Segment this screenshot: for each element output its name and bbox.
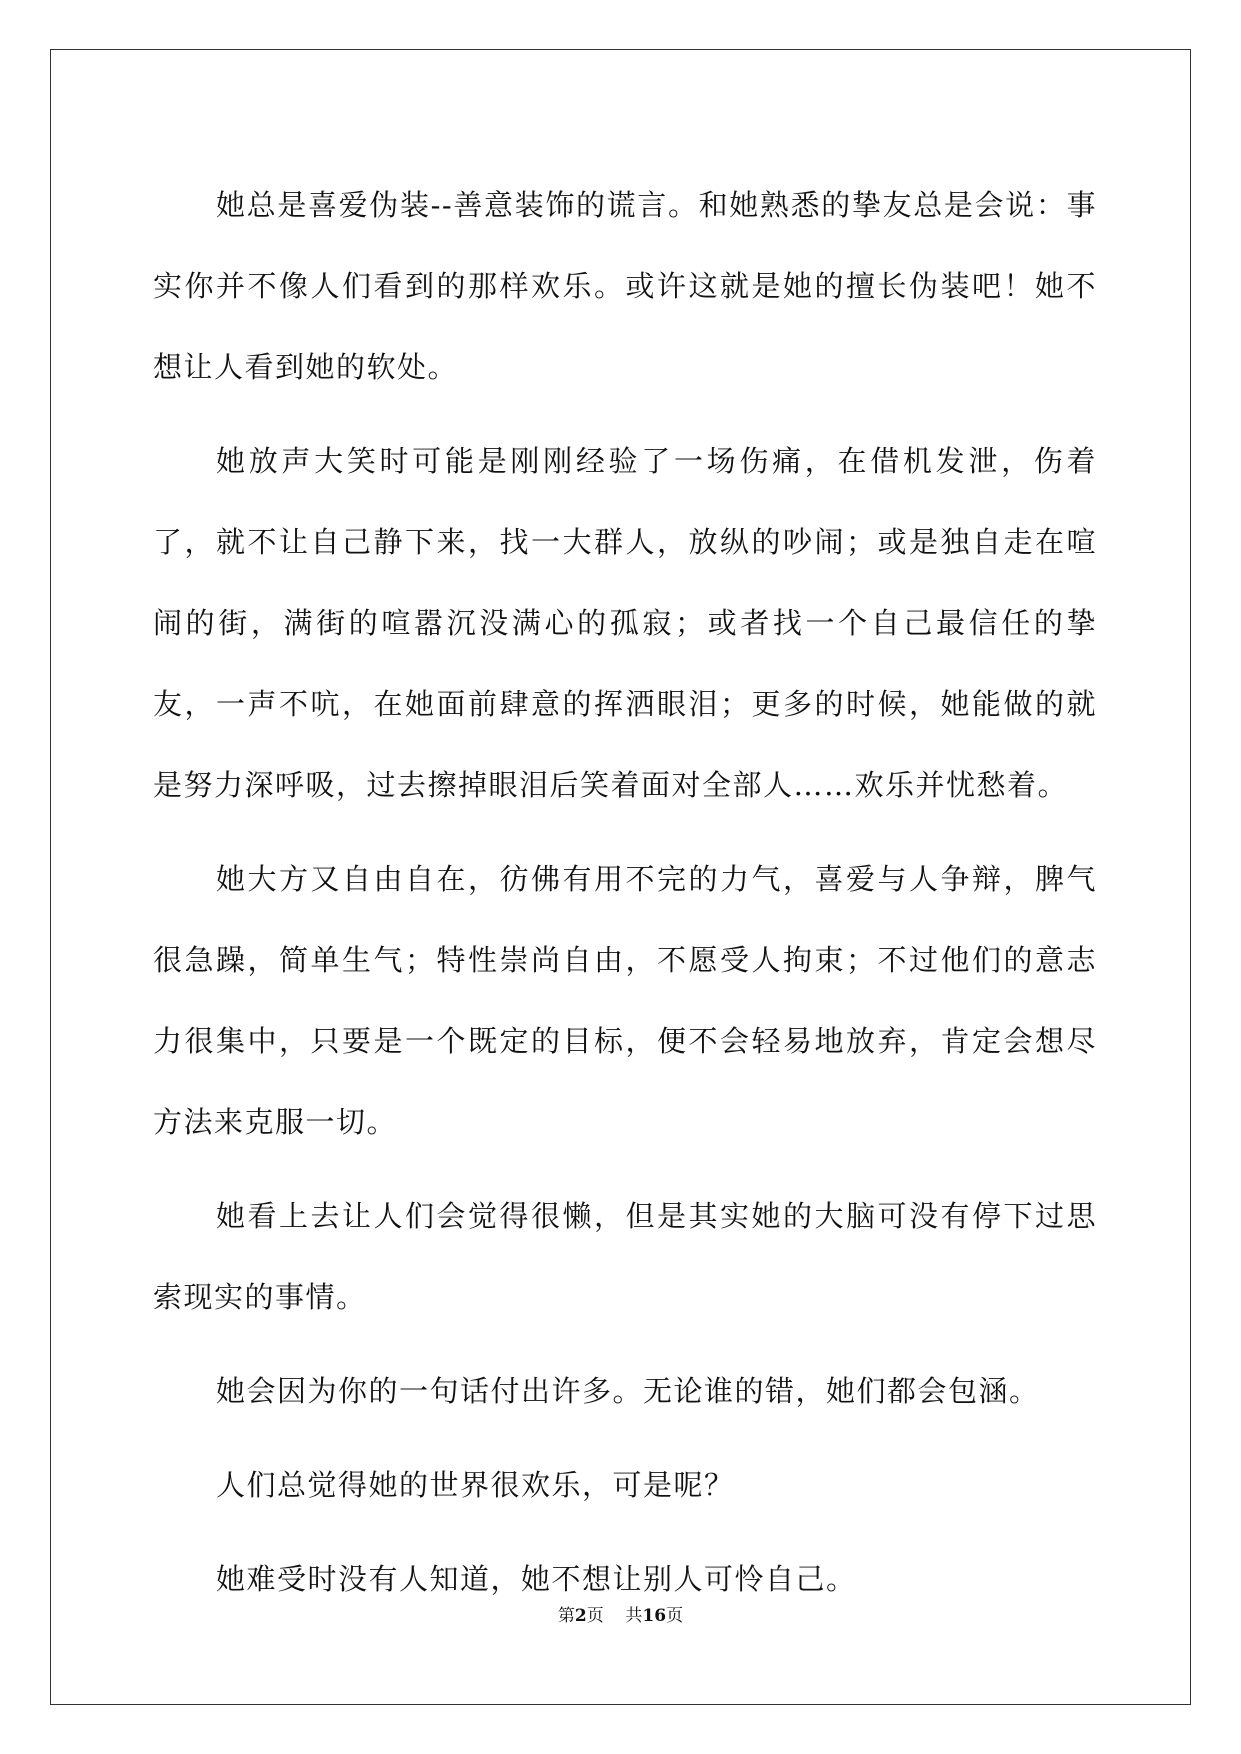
paragraph-3: 她大方又自由自在，彷佛有用不完的力气，喜爱与人争辩，脾气很急躁，简单生气；特性崇尚自由，不愿受人拘束；不过他们的意志力很集中，只要是一个既定的目标，便不会轻易地放弃，肯定会想尽方法来克服一切。 xyxy=(153,862,1097,1139)
total-prefix: 共 xyxy=(625,1606,643,1626)
paragraph-2: 她放声大笑时可能是刚刚经验了一场伤痛，在借机发泄，伤着了，就不让自己静下来，找一大群人，放纵的吵闹；或是独自走在喧闹的街，满街的喧嚣沉没满心的孤寂；或者找一个自己最信任的挚友，一声不吭，在她面前肆意的挥洒眼泪；更多的时候，她能做的就是努力深呼吸，过去擦掉眼泪后笑着面对全部人……欢乐并忧愁着。 xyxy=(153,444,1097,802)
paragraph-7: 她难受时没有人知道，她不想让别人可怜自己。 xyxy=(216,1562,857,1596)
page-suffix: 页 xyxy=(586,1606,604,1626)
page-total: 16 xyxy=(642,1606,667,1626)
page-prefix: 第 xyxy=(557,1606,575,1626)
paragraph-4: 她看上去让人们会觉得很懒，但是其实她的大脑可没有停下过思索现实的事情。 xyxy=(153,1199,1097,1314)
total-suffix: 页 xyxy=(666,1606,684,1626)
page-footer xyxy=(0,1601,1241,1626)
paragraph-5: 她会因为你的一句话付出许多。无论谁的错，她们都会包涵。 xyxy=(216,1374,1040,1408)
document-body xyxy=(153,165,1097,1633)
paragraph-1: 她总是喜爱伪装--善意装饰的谎言。和她熟悉的挚友总是会说：事实你并不像人们看到的那样欢乐。或许这就是她的擅长伪装吧！她不想让人看到她的软处。 xyxy=(153,188,1097,384)
paragraph-6: 人们总觉得她的世界很欢乐，可是呢？ xyxy=(216,1468,735,1502)
page-current: 2 xyxy=(574,1606,587,1626)
